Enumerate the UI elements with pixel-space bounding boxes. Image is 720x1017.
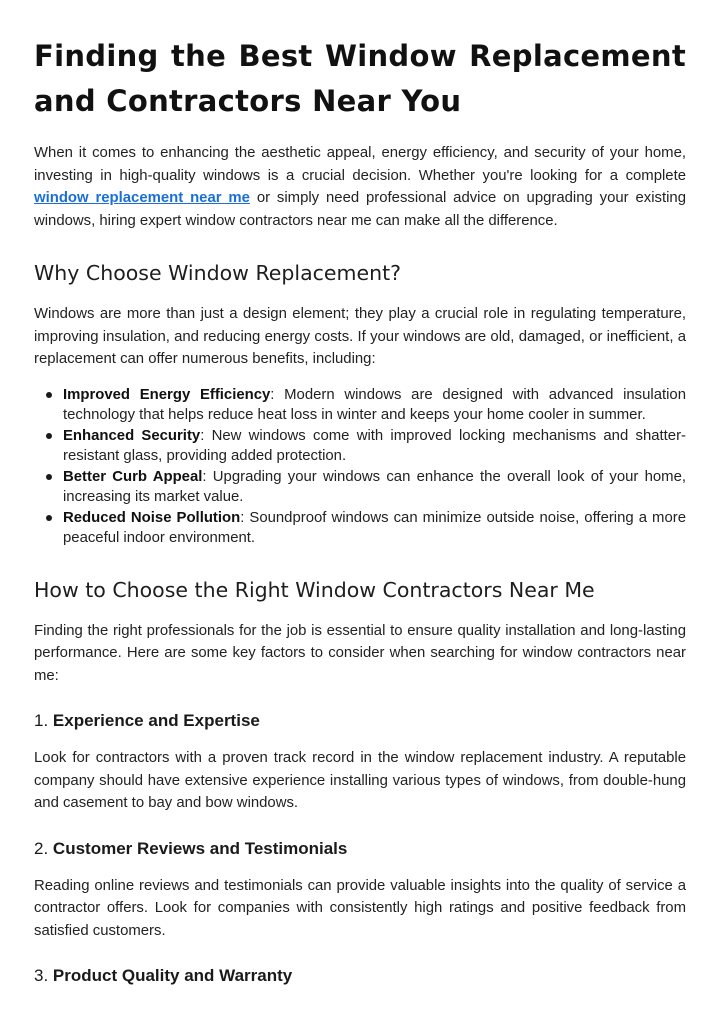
list-item: [63, 385, 686, 426]
factor-number: 3.: [34, 966, 49, 985]
benefit-text: : Upgrading your windows can enhance the overall look of your home, increasing its market value.: [63, 468, 686, 505]
intro-paragraph: [34, 142, 686, 232]
section-heading-how-to-choose: How to Choose the Right Window Contractors Near Me: [34, 577, 595, 602]
bullet-icon: [46, 392, 52, 398]
section-paragraph-why-choose: Windows are more than just a design element; they play a crucial role in regulating temperature, improving insulation, and reducing energy costs. If your windows are old, damaged, or inefficient, a replacement can offer numerous benefits, including:: [34, 306, 686, 367]
list-item: [63, 426, 686, 467]
factor-heading-2: [34, 837, 686, 861]
factor-heading-3: [34, 964, 686, 988]
benefit-term: Enhanced Security: [63, 427, 201, 444]
factor-title: Customer Reviews and Testimonials: [52, 838, 348, 858]
factor-paragraph-1: Look for contractors with a proven track record in the window replacement industry. A reputable company should have extensive experience installing various types of windows, from double-hung and casement to bay and bow windows.: [34, 750, 686, 811]
benefit-term: Reduced Noise Pollution: [63, 509, 241, 526]
list-item: [63, 467, 686, 508]
benefit-text: : Modern windows are designed with advanced insulation technology that helps reduce heat loss in winter and keeps your home cooler in summer.: [63, 386, 686, 423]
intro-text-after-link: or simply need professional advice on upgrading your existing windows, hiring expert window contractors near me can make all the difference.: [34, 190, 686, 229]
bullet-icon: [46, 515, 52, 521]
factor-title: Product Quality and Warranty: [52, 966, 293, 985]
benefit-term: Improved Energy Efficiency: [63, 386, 271, 403]
intro-text-before-link: When it comes to enhancing the aesthetic appeal, energy efficiency, and security of your home, investing in high-quality windows is a crucial decision. Whether you're looking for a complete: [34, 145, 686, 184]
benefit-term: Better Curb Appeal: [63, 468, 203, 485]
factor-number: 2.: [34, 838, 49, 858]
section-heading-why-choose: Why Choose Window Replacement?: [34, 261, 402, 285]
benefits-list: [34, 385, 686, 549]
bullet-icon: [46, 433, 52, 439]
section-paragraph-how-to-choose: Finding the right professionals for the job is essential to ensure quality installation and long-lasting performance. Here are some key factors to consider when searching for window contractors near me:: [34, 622, 686, 684]
factor-number: 1.: [34, 711, 49, 730]
window-replacement-link[interactable]: window replacement near me: [34, 190, 250, 206]
benefit-text: : New windows come with improved locking mechanisms and shatter-resistant glass, providing added protection.: [63, 427, 686, 464]
list-item: [63, 508, 686, 549]
factor-title: Experience and Expertise: [52, 711, 260, 730]
page-title: Finding the Best Window Replacement and Contractors Near You: [34, 39, 686, 118]
factor-heading-1: [34, 709, 686, 733]
benefit-text: : Soundproof windows can minimize outside noise, offering a more peaceful indoor environment.: [63, 509, 686, 546]
factor-paragraph-2: Reading online reviews and testimonials can provide valuable insights into the quality of service a contractor offers. Look for companies with consistently high ratings and positive feedback from satisfied customers.: [34, 877, 686, 939]
bullet-icon: [46, 474, 52, 480]
